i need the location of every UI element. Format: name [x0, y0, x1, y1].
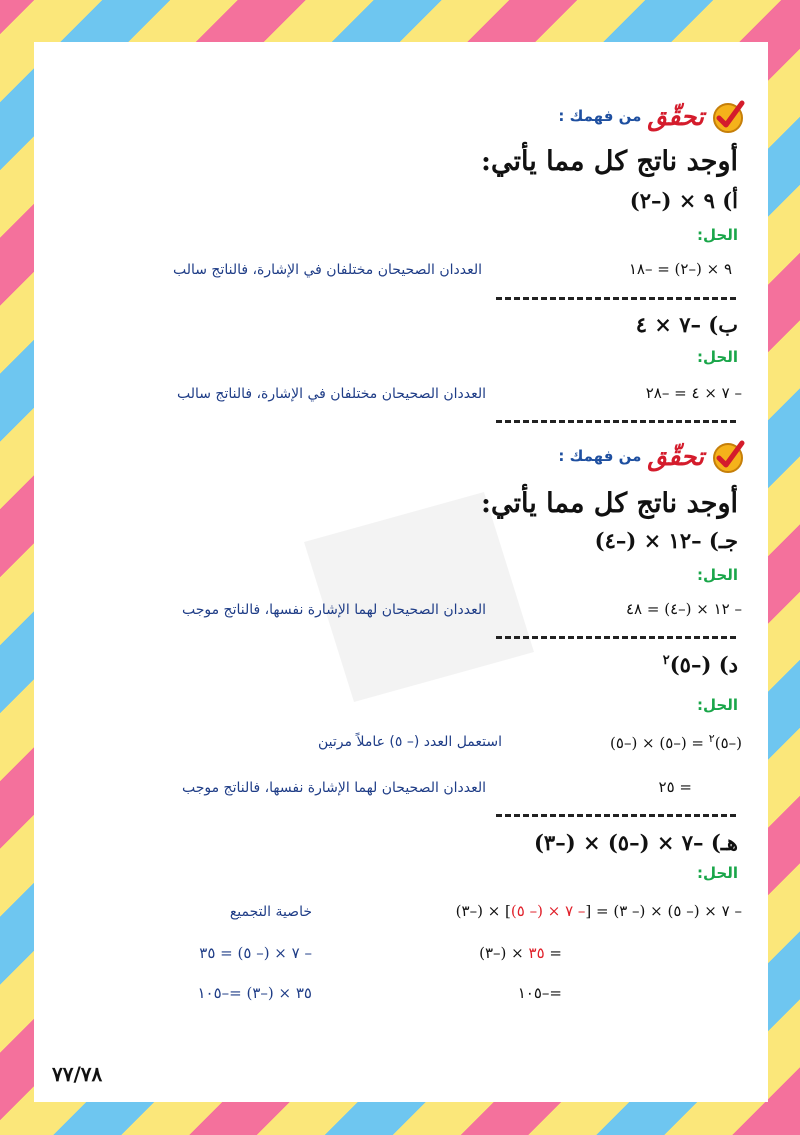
- dashed-divider: [496, 636, 736, 639]
- solution-math: ٩ × (–٢) = –١٨: [628, 260, 732, 278]
- side-calculation: – ٧ × (– ٥) = ٣٥: [199, 944, 312, 962]
- page-number: ٧٧/٧٨: [52, 1062, 103, 1086]
- dashed-divider: [496, 420, 736, 423]
- solution-label: الحل:: [697, 566, 738, 584]
- solution-note: خاصية التجميع: [229, 904, 312, 920]
- solution-note: العددان الصحيحان مختلفان في الإشارة، فالناتج سالب: [172, 262, 482, 278]
- exponent: ٢: [662, 653, 670, 668]
- power-expansion: = (–٥) × (–٥): [610, 734, 705, 752]
- step-right: ] × (–٣): [455, 902, 511, 920]
- step-left: – ٧ × (– ٥) × (– ٣) = [: [585, 902, 742, 920]
- solution-label: الحل:: [697, 864, 738, 882]
- solution-math: = ٢٥: [658, 778, 692, 796]
- solution-note: العددان الصحيحان لهما الإشارة نفسها، فالناتج موجب: [181, 780, 486, 796]
- solution-math: – ٧ × ٤ = –٢٨: [645, 384, 742, 402]
- solution-math: [610, 732, 742, 752]
- solution-note: العددان الصحيحان لهما الإشارة نفسها، فالناتج موجب: [181, 602, 486, 618]
- badge-title: تحقّق: [647, 101, 704, 131]
- check-understanding-badge: [558, 98, 746, 134]
- problem-d-base: د) (–٥): [669, 652, 738, 677]
- exponent: ٢: [708, 732, 715, 745]
- badge-subtitle: من فهمك :: [558, 447, 642, 465]
- dashed-divider: [496, 814, 736, 817]
- problem-c: جـ) –١٢ × (–٤): [594, 528, 738, 553]
- check-understanding-badge: [558, 438, 746, 474]
- solution-label: الحل:: [697, 348, 738, 366]
- multiply-step: [479, 944, 562, 962]
- equals-sign: =: [549, 944, 562, 962]
- final-result: =–١٠٥: [517, 984, 562, 1002]
- problem-e: هـ) –٧ × (–٥) × (–٣): [533, 830, 738, 855]
- badge-subtitle: من فهمك :: [558, 107, 642, 125]
- problem-b: ب) –٧ × ٤: [635, 312, 738, 337]
- page-sheet: [34, 42, 768, 1102]
- power-base: (–٥): [714, 734, 742, 752]
- associative-step: [456, 902, 742, 920]
- solution-math: – ١٢ × (–٤) = ٤٨: [625, 600, 742, 618]
- grouped-factors: – ٧ × (– ٥): [510, 902, 586, 920]
- problem-a: أ) ٩ × (–٢): [629, 188, 738, 213]
- dashed-divider: [496, 297, 736, 300]
- solution-note: استعمل العدد (– ٥) عاملاً مرتين: [318, 734, 502, 750]
- solution-note: العددان الصحيحان مختلفان في الإشارة، فالناتج سالب: [176, 386, 486, 402]
- solution-label: الحل:: [697, 696, 738, 714]
- exercise-heading: أوجد ناتج كل مما يأتي:: [480, 488, 738, 519]
- badge-title: تحقّق: [647, 441, 704, 471]
- check-icon: [710, 438, 746, 474]
- intermediate-product: ٣٥: [528, 944, 545, 962]
- check-icon: [710, 98, 746, 134]
- problem-d: [663, 652, 738, 677]
- solution-label: الحل:: [697, 226, 738, 244]
- exercise-heading: أوجد ناتج كل مما يأتي:: [480, 146, 738, 177]
- step-factor: × (–٣): [479, 944, 524, 962]
- side-calculation: ٣٥ × (–٣) =–١٠٥: [197, 984, 312, 1002]
